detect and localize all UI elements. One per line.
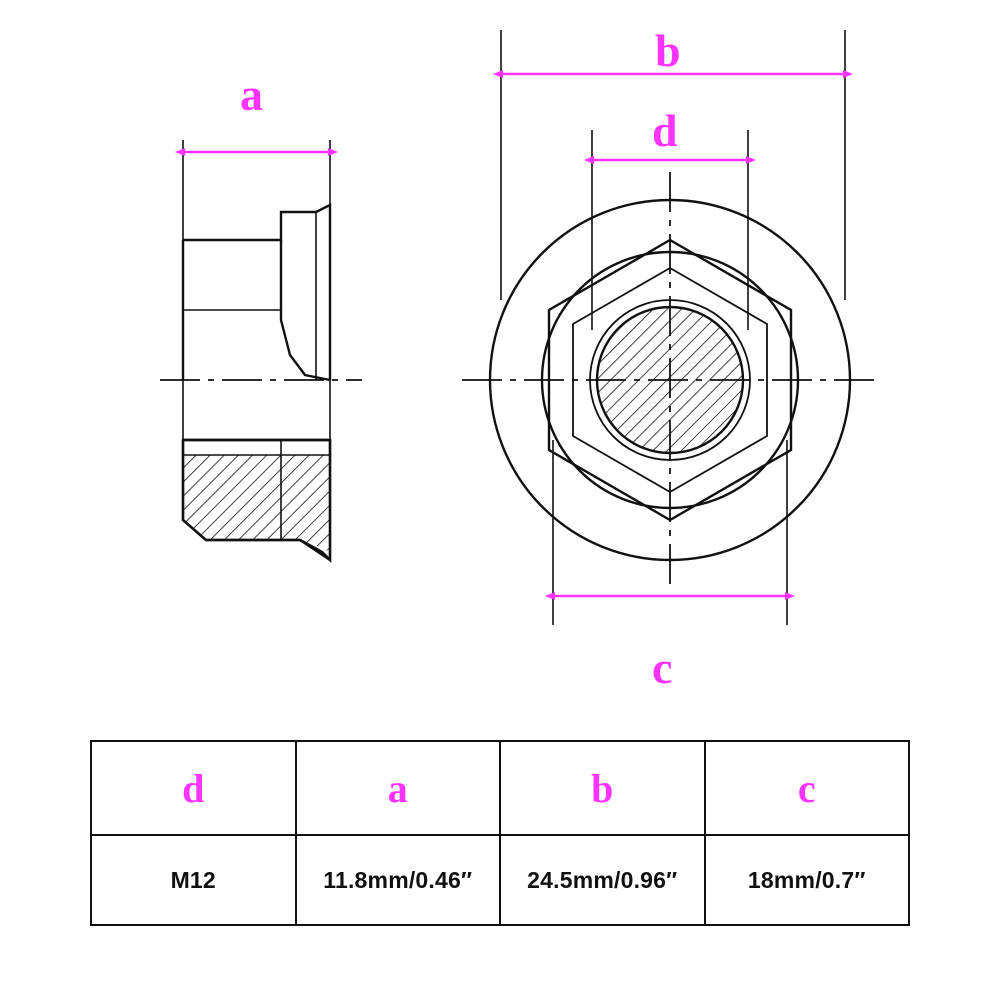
table-cell xyxy=(500,835,705,925)
table-header-label: c xyxy=(797,765,816,811)
table-cell-value: 11.8mm/0.46″ xyxy=(323,866,473,893)
table-header-label: d xyxy=(182,765,205,811)
table-row xyxy=(91,835,909,925)
dim-label-b: b xyxy=(655,25,681,76)
table-header-label: a xyxy=(387,765,408,811)
table-cell-value: 18mm/0.7″ xyxy=(747,866,866,893)
table-header-cell xyxy=(705,741,910,835)
side-section-view xyxy=(160,140,362,560)
table-header-label: b xyxy=(591,765,614,811)
specification-table xyxy=(90,740,910,926)
table-header-row xyxy=(91,741,909,835)
table-cell xyxy=(296,835,501,925)
table-header-cell xyxy=(91,741,296,835)
table-header-cell xyxy=(500,741,705,835)
dim-label-a: a xyxy=(240,69,263,120)
table-cell-value: 24.5mm/0.96″ xyxy=(527,866,678,893)
dim-label-d: d xyxy=(652,105,678,156)
table-cell xyxy=(91,835,296,925)
table-header-cell xyxy=(296,741,501,835)
dim-label-c: c xyxy=(652,642,673,693)
table-cell-value: M12 xyxy=(170,866,216,893)
table-cell xyxy=(705,835,910,925)
